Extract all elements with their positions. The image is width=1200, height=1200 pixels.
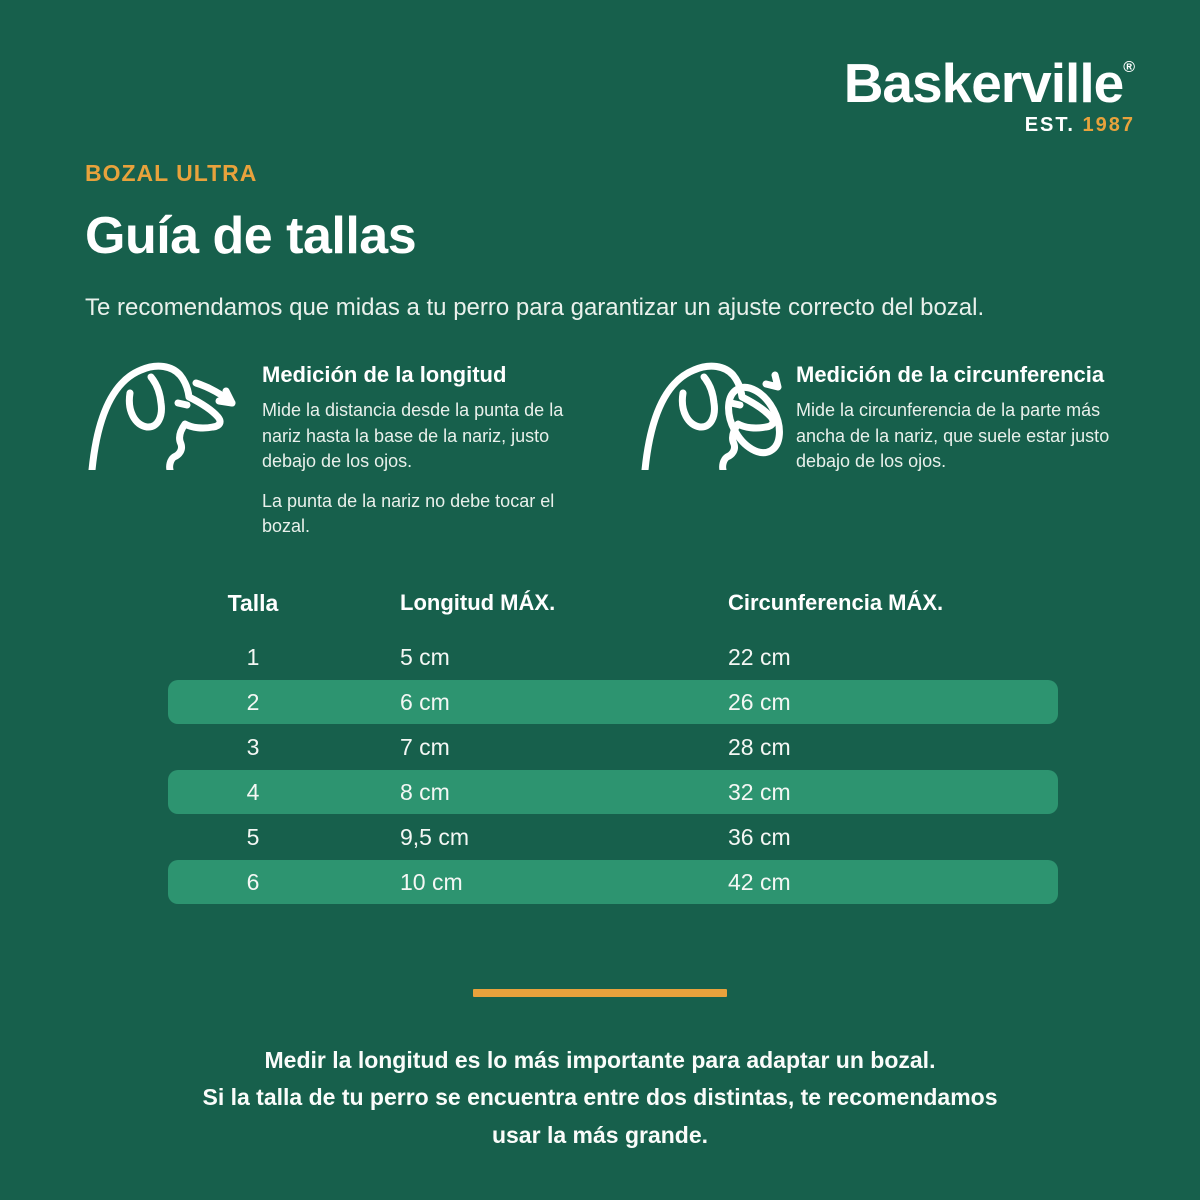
- dog-head-length-arrow-icon: [85, 358, 245, 470]
- cell-longitud: 9,5 cm: [400, 823, 470, 850]
- footer-line: Medir la longitud es lo más importante para adaptar un bozal.: [264, 1047, 936, 1073]
- column-header-talla: Talla: [227, 589, 279, 616]
- column-header-circunferencia: Circunferencia MÁX.: [728, 590, 944, 615]
- measurement-circumference-title: Medición de la circunferencia: [796, 362, 1105, 387]
- cell-longitud: 6 cm: [400, 688, 450, 715]
- page-title: Guía de tallas: [85, 207, 417, 265]
- cell-talla: 2: [246, 688, 260, 715]
- cell-circunferencia: 28 cm: [728, 733, 791, 760]
- brand-logo: [843, 52, 1135, 136]
- size-table-body: [168, 635, 1058, 904]
- table-row: [168, 860, 1058, 904]
- footer-line: Si la talla de tu perro se encuentra entre dos distintas, te recomendamos: [202, 1084, 998, 1111]
- measurement-length-paragraph: Mide la distancia desde la punta de la nariz hasta la base de la nariz, justo debajo de los ojos.: [262, 400, 564, 472]
- registered-trademark-icon: ®: [1123, 59, 1135, 76]
- measurement-length-paragraph: La punta de la nariz no debe tocar el bozal.: [262, 490, 555, 537]
- cell-talla: 3: [246, 733, 260, 760]
- cell-circunferencia: 42 cm: [728, 868, 791, 895]
- cell-talla: 1: [246, 643, 260, 670]
- cell-circunferencia: 36 cm: [728, 823, 791, 850]
- cell-circunferencia: 26 cm: [728, 688, 791, 715]
- cell-circunferencia: 32 cm: [728, 778, 791, 805]
- cell-longitud: 5 cm: [400, 643, 450, 670]
- accent-divider: [473, 989, 727, 997]
- cell-circunferencia: 22 cm: [728, 643, 791, 670]
- cell-longitud: 7 cm: [400, 733, 450, 760]
- footer-note: [0, 1042, 1200, 1154]
- page-subtitle: Te recomendamos que midas a tu perro para garantizar un ajuste correcto del bozal.: [85, 294, 985, 321]
- measurement-circumference-paragraph: Mide la circunferencia de la parte más ancha de la nariz, que suele estar justo debajo de los ojos.: [796, 400, 1110, 472]
- brand-est-year: 1987: [1082, 114, 1135, 136]
- cell-talla: 4: [246, 778, 260, 805]
- cell-longitud: 10 cm: [400, 868, 463, 895]
- table-row: [168, 725, 1058, 769]
- measurement-section-circumference: [796, 362, 1141, 489]
- table-row: [168, 680, 1058, 724]
- cell-talla: 6: [246, 868, 260, 895]
- brand-logo-text: Baskerville: [843, 52, 1124, 114]
- brand-logo-name: [843, 52, 1135, 114]
- measurement-length-title: Medición de la longitud: [262, 362, 507, 387]
- dog-head-circumference-loop-icon: [638, 358, 798, 470]
- column-header-longitud: Longitud MÁX.: [400, 590, 556, 615]
- table-row: [168, 815, 1058, 859]
- product-name: BOZAL ULTRA: [85, 160, 258, 186]
- brand-established: [844, 115, 1135, 135]
- table-row: [168, 635, 1058, 679]
- table-row: [168, 770, 1058, 814]
- size-table-header: [168, 585, 1058, 621]
- brand-est-label: EST.: [1024, 114, 1075, 136]
- size-table: [168, 585, 1058, 905]
- cell-longitud: 8 cm: [400, 778, 450, 805]
- measurement-section-length: [262, 362, 577, 554]
- footer-line: usar la más grande.: [491, 1121, 709, 1148]
- cell-talla: 5: [246, 823, 260, 850]
